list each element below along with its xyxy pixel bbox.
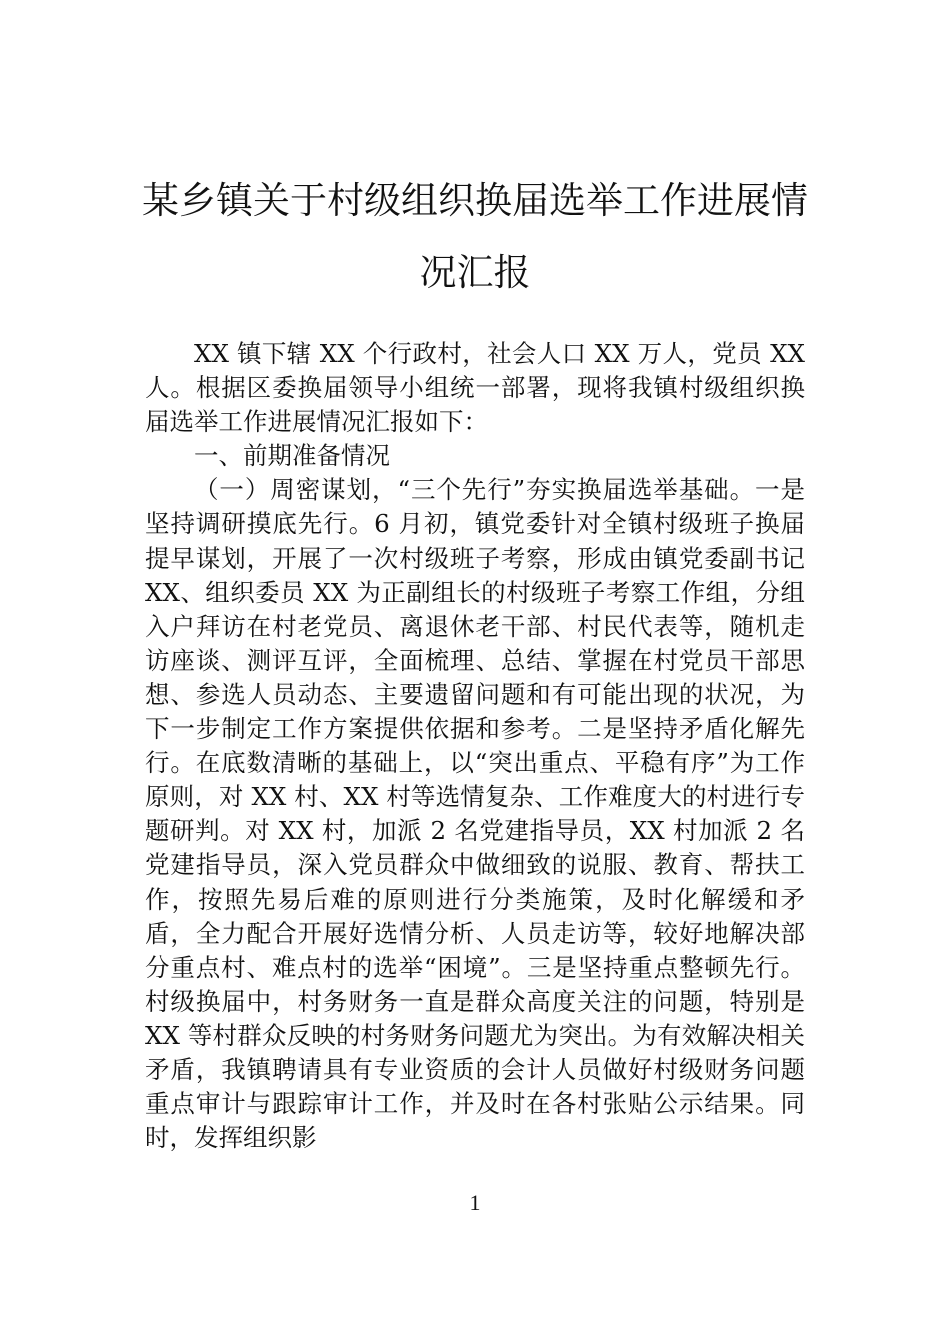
paragraph-intro: XX 镇下辖 XX 个行政村，社会人口 XX 万人，党员 XX 人。根据区委换届领导小组统一部署，现将我镇村级组织换届选举工作进展情况汇报如下： — [145, 339, 805, 437]
document-title — [100, 165, 850, 309]
paragraph-section-1: （一）周密谋划，“三个先行”夯实换届选举基础。一是坚持调研摸底先行。6 月初，镇党委针对全镇村级班子换届提早谋划，开展了一次村级班子考察，形成由镇党委副书记 XX、组织委员 XX 为正副组长的村级班子考察工作组，分组入户拜访在村老党员、离退休老干部、村民代表等，随机走访座谈、测评互评，全面梳理、总结、掌握在村党员干部思想、参选人员动态、主要遗留问题和有可能出现的状况，为下一步制定工作方案提供依据和参考。二是坚持矛盾化解先行。在底数清晰的基础上，以“突出重点、平稳有序”为工作原则，对 XX 村、XX 村等选情复杂、工作难度大的村进行专题研判。对 XX 村，加派 2 名党建指导员，XX 村加派 2 名党建指导员，深入党员群众中做细致的说服、教育、帮扶工作，按照先易后难的原则进行分类施策，及时化解缓和矛盾，全力配合开展好选情分析、人员走访等，较好地解决部分重点村、难点村的选举“困境”。三是坚持重点整顿先行。村级换届中，村务财务一直是群众高度关注的问题，特别是 XX 等村群众反映的村务财务问题尤为突出。为有效解决相关矛盾，我镇聘请具有专业资质的会计人员做好村级财务问题重点审计与跟踪审计工作，并及时在各村张贴公示结果。同时，发挥组织影 — [145, 475, 805, 1153]
page-number: 1 — [469, 1190, 481, 1215]
document-body — [145, 337, 805, 1155]
title-line-2: 况汇报 — [419, 251, 531, 294]
section-heading: 一、前期准备情况 — [194, 441, 390, 471]
title-line-1: 某乡镇关于村级组织换届选举工作进展情 — [142, 179, 808, 222]
